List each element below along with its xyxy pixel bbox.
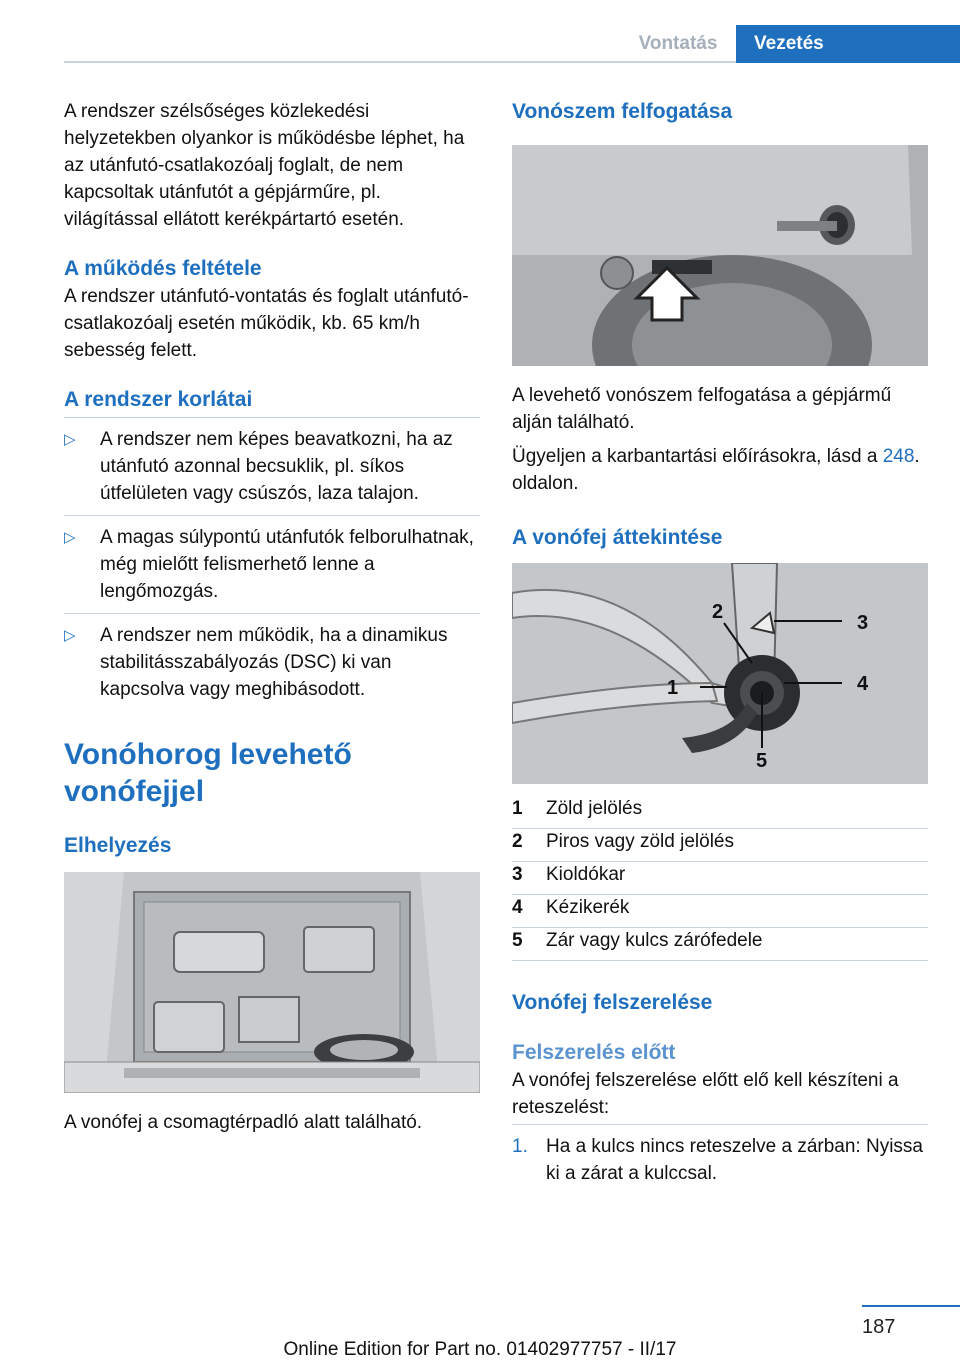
placement-caption: A vonófej a csomagtérpadló alatt található. xyxy=(64,1112,423,1133)
triangle-bullet-icon: ▷ xyxy=(64,627,76,644)
list-item: ▷ A rendszer nem működik, ha a dinamikus stabilitásszabályozás (DSC) ki van kapcsolva vagy meghibásodott. xyxy=(64,613,480,703)
limits-rule xyxy=(64,414,480,418)
footer-rule xyxy=(862,1305,960,1307)
tow-eye-mount-image xyxy=(512,145,928,366)
mount-heading: Vonószem felfogatása xyxy=(512,100,733,123)
steps-list xyxy=(512,1133,928,1187)
right-column xyxy=(512,98,928,1187)
legend-row: 4 Kézikerék xyxy=(512,895,928,928)
overview-heading: A vonófej áttekintése xyxy=(512,526,723,549)
maintenance-paragraph: Ügyeljen a karbantartási előírásokra, lásd a 248. oldalon. xyxy=(512,446,920,494)
mount-paragraph: A levehető vonószem felfogatása a gépjármű alján található. xyxy=(512,385,892,433)
figure-callout-1: 1 xyxy=(667,677,679,699)
list-item: 1. Ha a kulcs nincs reteszelve a zárban: Nyissa ki a zárat a kulccsal. xyxy=(512,1136,923,1184)
legend-row: 3 Kioldókar xyxy=(512,862,928,895)
legend-list xyxy=(512,796,928,961)
page-reference-link[interactable]: 248 xyxy=(882,446,915,467)
edition-footer: Online Edition for Part no. 01402977757 - II/17 xyxy=(283,1339,677,1360)
figure-callout-2: 2 xyxy=(712,601,724,623)
legend-row: 5 Zár vagy kulcs zárófedele xyxy=(512,928,928,961)
fitting-heading: Vonófej felszerelése xyxy=(512,991,713,1014)
legend-row: 2 Piros vagy zöld jelölés xyxy=(512,829,928,862)
before-fitting-paragraph: A vonófej felszerelése előtt elő kell készíteni a reteszelést: xyxy=(512,1070,899,1118)
figure-callout-3: 3 xyxy=(857,612,869,634)
condition-paragraph: A rendszer utánfutó-vontatás és foglalt utánfutó-csatlakozóalj esetén működik, kb. 65 km/h sebesség felett. xyxy=(64,286,469,361)
limits-heading: A rendszer korlátai xyxy=(64,388,253,411)
list-item: ▷ A magas súlypontú utánfutók felborulhatnak, még mielőtt felismerhető lenne a lengőmozgás. xyxy=(64,515,480,605)
chapter-tab-towing[interactable]: Vontatás xyxy=(638,33,718,54)
condition-heading: A működés feltétele xyxy=(64,257,262,280)
placement-heading: Elhelyezés xyxy=(64,834,172,857)
figure-callout-5: 5 xyxy=(756,750,768,772)
before-fitting-heading: Felszerelés előtt xyxy=(512,1041,676,1064)
tow-head-overview-image xyxy=(512,563,928,784)
trunk-floor-image xyxy=(64,872,480,1093)
legend-row: 1 Zöld jelölés xyxy=(512,796,928,829)
page-number: 187 xyxy=(862,1316,896,1338)
left-column xyxy=(64,98,480,1136)
list-item: ▷ A rendszer nem képes beavatkozni, ha az utánfutó azonnal becsuklik, pl. síkos útfelületen vagy csúszós, laza talajon. xyxy=(64,426,480,507)
triangle-bullet-icon: ▷ xyxy=(64,431,76,448)
chapter-tab-driving[interactable]: Vezetés xyxy=(736,25,960,63)
section-heading: Vonóhorog levehető vonófejjel xyxy=(64,738,352,808)
limits-list xyxy=(64,426,480,703)
triangle-bullet-icon: ▷ xyxy=(64,529,76,546)
intro-paragraph: A rendszer szélsőséges közlekedési helyzetekben olyankor is működésbe léphet, ha az utánfutó-csatlakozóalj foglalt, de nem kapcsoltak utánfutót a gépjárműre, pl. világítással ellátott kerékpártartó esetén. xyxy=(64,101,465,230)
steps-rule xyxy=(512,1121,928,1125)
figure-callout-4: 4 xyxy=(857,673,869,695)
